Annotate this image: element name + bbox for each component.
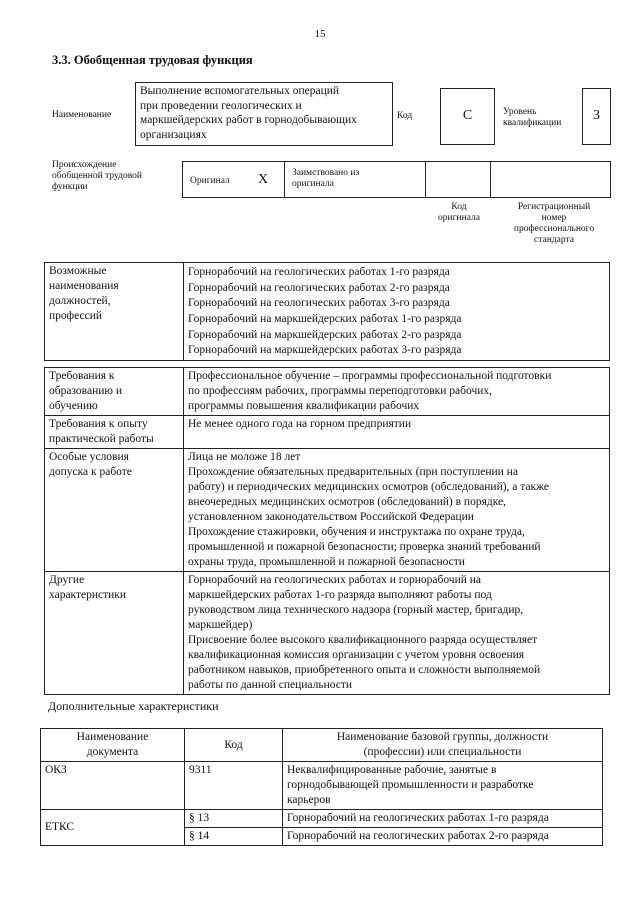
req-label: Требования к опыту практической работы — [45, 416, 184, 449]
original-mark: X — [258, 172, 269, 187]
col-header-doc: Наименование документа — [41, 729, 185, 762]
table-row: § 14 Горнорабочий на геологических работах 2-го разряда — [41, 828, 603, 846]
table-row: ОКЗ 9311 Неквалифицированные рабочие, занятые в горнодобывающей промышленности и разработке карьеров — [41, 762, 603, 810]
req-label: Требования к образованию и обучению — [45, 368, 184, 416]
req-value: Горнорабочий на геологических работах и горнорабочий на маркшейдерских работах 1-го разряда выполняют работы под руководством лица технического надзора (горный мастер, бригадир, маркшейдер) Присвоение более высокого квалификационного разряда осуществляет квалификационная комиссия организации с учетом уровня освоения работником навыков, приобретенного опыта и сложности выполняемой работы по данной специальности — [184, 572, 610, 695]
name-line: при проведении геологических и — [140, 99, 302, 112]
positions-table — [44, 262, 610, 361]
table-row: ЕТКС § 13 Горнорабочий на геологических работах 1-го разряда — [41, 810, 603, 828]
level-box — [582, 88, 611, 145]
level-label: Уровень квалификации — [503, 107, 562, 128]
name-box — [135, 82, 393, 146]
name-line: Выполнение вспомогательных операций — [140, 85, 340, 97]
code-box — [440, 88, 495, 145]
name-label: Наименование — [52, 110, 112, 120]
original-label: Оригинал — [190, 176, 230, 186]
page-number: 15 — [314, 28, 326, 40]
origin-box — [182, 161, 611, 198]
list-item: Горнорабочий на геологических работах 2-го разряда — [188, 281, 450, 294]
additional-title: Дополнительные характеристики — [48, 699, 219, 713]
positions-list — [184, 263, 610, 361]
code-label: Код — [397, 111, 413, 121]
additional-table — [40, 728, 603, 846]
positions-label: Возможные наименования должностей, профессий — [45, 263, 184, 361]
req-label: Другие характеристики — [45, 572, 184, 695]
reg-number-caption: Регистрационный номер профессионального стандарта — [513, 202, 595, 245]
code-original-caption: Код оригинала — [438, 202, 480, 223]
section-title: 3.3. Обобщенная трудовая функция — [52, 53, 253, 67]
requirements-table — [44, 367, 610, 695]
col-header-code: Код — [185, 729, 283, 762]
name-line: маркшейдерских работ в горнодобывающих — [140, 114, 357, 126]
code-value: C — [462, 108, 473, 123]
list-item: Горнорабочий на маркшейдерских работах 1-го разряда — [188, 313, 462, 326]
name-line: организациях — [140, 128, 207, 141]
col-header-name: Наименование базовой группы, должности (профессии) или специальности — [283, 729, 603, 762]
borrowed-label: Заимствовано из оригинала — [292, 168, 360, 189]
list-item: Горнорабочий на маркшейдерских работах 3-го разряда — [188, 344, 462, 357]
req-value: Не менее одного года на горном предприятии — [184, 416, 610, 449]
list-item: Горнорабочий на геологических работах 3-го разряда — [188, 297, 450, 310]
list-item: Горнорабочий на геологических работах 1-го разряда — [188, 266, 450, 278]
level-value: 3 — [593, 108, 600, 123]
list-item: Горнорабочий на маркшейдерских работах 2-го разряда — [188, 328, 462, 341]
req-value: Профессиональное обучение – программы профессиональной подготовки по профессиям рабочих, программы переподготовки рабочих, программы повышения квалификации рабочих — [184, 368, 610, 416]
req-value: Лица не моложе 18 лет Прохождение обязательных предварительных (при поступлении на работу) и периодических медицинских осмотров (обследований), а также внеочередных медицинских осмотров (обследований) в порядке, установленном законодательством Российской Федерации Прохождение стажировки, обучения и инструктажа по охране труда, промышленной и пожарной безопасности; проверка знаний требований охраны труда, промышленной и пожарной безопасности — [184, 449, 610, 572]
req-label: Особые условия допуска к работе — [45, 449, 184, 572]
origin-label: Происхождение обобщенной трудовой функции — [52, 160, 142, 192]
